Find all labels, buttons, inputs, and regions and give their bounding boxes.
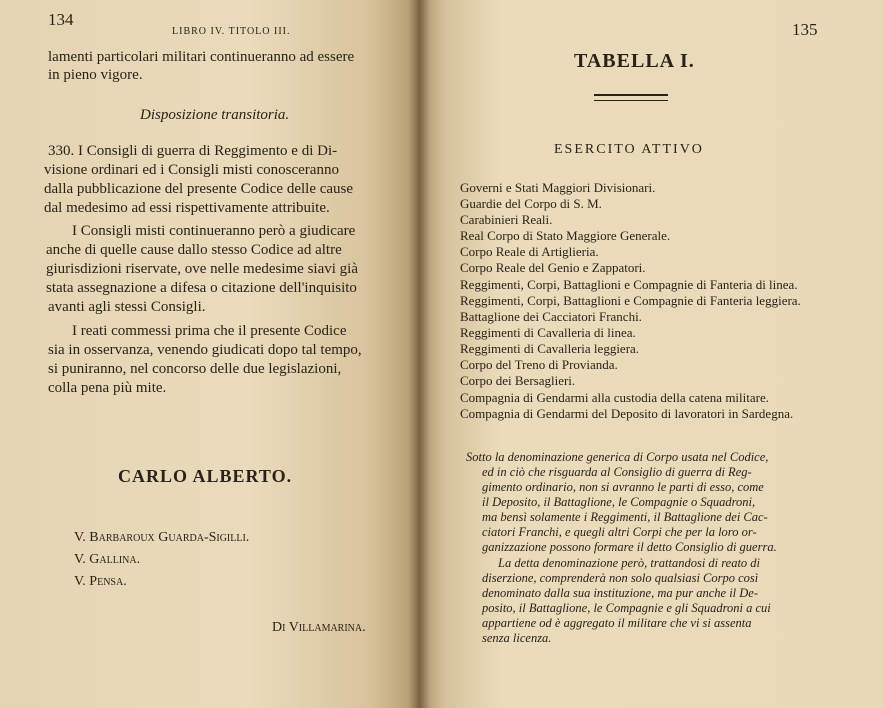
note-line: La detta denominazione però, trattandosi di reato di <box>498 556 761 570</box>
text-line: visione ordinari ed i Consigli misti conosceranno <box>44 162 339 178</box>
text-line: giurisdizioni riservate, ove nelle medesime siavi già <box>46 261 358 277</box>
list-item: Corpo Reale del Genio e Zappatori. <box>460 260 646 275</box>
note-line: diserzione, comprenderà non solo qualsiasi Corpo così <box>482 571 759 585</box>
note-line: posito, il Battaglione, le Compagnie e gli Squadroni a cui <box>482 601 771 615</box>
title-rule <box>594 94 668 101</box>
note-line: ciatori Franchi, e quegli altri Corpi che per la loro or- <box>482 525 757 539</box>
page-number: 135 <box>792 20 818 39</box>
text-line: in pieno vigore. <box>48 67 143 83</box>
list-item: Guardie del Corpo di S. M. <box>460 196 602 211</box>
list-item: Corpo Reale di Artiglieria. <box>460 244 599 259</box>
right-page <box>418 0 883 708</box>
text-line: colla pena più mite. <box>48 380 167 396</box>
text-line: avanti agli stessi Consigli. <box>48 299 206 315</box>
list-item: Compagnia di Gendarmi del Deposito di lavoratori in Sardegna. <box>460 406 794 421</box>
section-heading: Disposizione transitoria. <box>140 107 290 123</box>
text-line: stata assegnazione a difesa o citazione dell'inquisito <box>46 280 357 296</box>
text-line: dalla pubblicazione del presente Codice delle cause <box>44 181 354 197</box>
note-line: ma bensì solamente i Reggimenti, il Battaglione dei Cac- <box>482 510 768 524</box>
list-item: Real Corpo di Stato Maggiore Generale. <box>460 228 671 243</box>
note-line: il Deposito, il Battaglione, le Compagnie o Squadroni, <box>482 495 756 509</box>
text-line: anche di quelle cause dallo stesso Codice ad altre <box>46 242 342 258</box>
left-page <box>0 0 418 708</box>
running-header: LIBRO IV. TITOLO III. <box>172 26 291 37</box>
text-line: lamenti particolari militari continueranno ad essere <box>48 49 355 65</box>
list-item: Reggimenti, Corpi, Battaglioni e Compagnie di Fanteria leggiera. <box>460 293 801 308</box>
text-line: si puniranno, nel concorso delle due legislazioni, <box>48 361 342 377</box>
text-line: sia in osservanza, venendo giudicati dopo tal tempo, <box>48 342 362 358</box>
countersign: V. Barbaroux Guarda-Sigilli. <box>74 530 250 545</box>
list-item: Carabinieri Reali. <box>460 212 553 227</box>
list-item: Corpo del Treno di Provianda. <box>460 357 618 372</box>
countersign-right: Di Villamarina. <box>272 620 366 635</box>
signature: CARLO ALBERTO. <box>118 466 293 486</box>
note-line: appartiene od è aggregato il militare che vi si assenta <box>482 616 752 630</box>
countersign: V. Pensa. <box>74 574 127 589</box>
note-line: denominato dalla sua instituzione, ma pur anche il De- <box>482 586 759 600</box>
list-item: Battaglione dei Cacciatori Franchi. <box>460 309 642 324</box>
text-line: I reati commessi prima che il presente Codice <box>72 323 347 339</box>
text-line: dal medesimo ad essi rispettivamente attribuite. <box>44 200 330 216</box>
table-subtitle: ESERCITO ATTIVO <box>554 142 704 157</box>
table-title: TABELLA I. <box>574 50 695 72</box>
text-line: 330. I Consigli di guerra di Reggimento e di Di- <box>48 143 338 159</box>
list-item: Reggimenti di Cavalleria di linea. <box>460 325 636 340</box>
book-gutter <box>408 0 430 708</box>
page-number: 134 <box>48 10 74 29</box>
list-item: Reggimenti di Cavalleria leggiera. <box>460 341 640 356</box>
note-line: Sotto la denominazione generica di Corpo usata nel Codice, <box>466 450 769 464</box>
note-line: ed in ciò che risguarda al Consiglio di guerra di Reg- <box>482 465 752 479</box>
note-line: senza licenza. <box>482 631 552 645</box>
note-line: gimento ordinario, non si avranno le parti di esso, come <box>482 480 764 494</box>
list-item: Reggimenti, Corpi, Battaglioni e Compagnie di Fanteria di linea. <box>460 277 798 292</box>
list-item: Compagnia di Gendarmi alla custodia della catena militare. <box>460 390 769 405</box>
text-line: I Consigli misti continueranno però a giudicare <box>72 223 356 239</box>
list-item: Corpo dei Bersaglieri. <box>460 373 576 388</box>
note-line: ganizzazione possono formare il detto Consiglio di guerra. <box>482 540 777 554</box>
countersign: V. Gallina. <box>74 552 141 567</box>
list-item: Governi e Stati Maggiori Divisionari. <box>460 180 656 195</box>
